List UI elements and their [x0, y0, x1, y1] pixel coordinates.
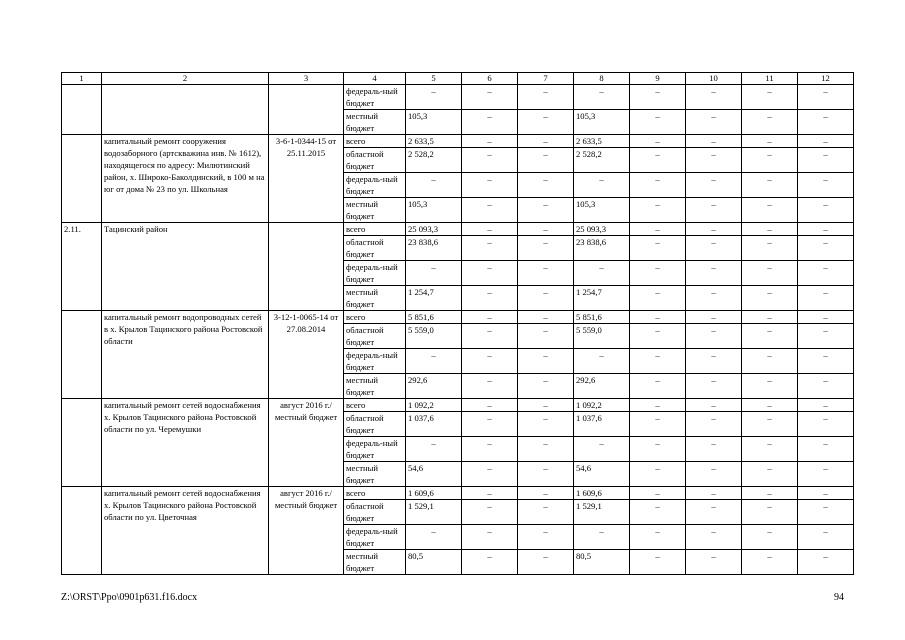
amount-cell: 1 609,6: [406, 487, 462, 500]
object-name: капитальный ремонт водопроводных сетей в х. Крылов Тацинского района Ростовской области: [102, 311, 269, 399]
amount-cell: –: [686, 223, 742, 236]
amount-cell: –: [798, 550, 854, 575]
amount-cell: 1 254,7: [574, 286, 630, 311]
amount-cell: –: [574, 85, 630, 110]
amount-cell: –: [742, 148, 798, 173]
amount-cell: –: [742, 437, 798, 462]
amount-cell: –: [574, 437, 630, 462]
funding-source: федераль-ный бюджет: [344, 437, 406, 462]
table-row: [62, 135, 854, 148]
amount-cell: –: [798, 462, 854, 487]
amount-cell: –: [462, 311, 518, 324]
amount-cell: –: [574, 173, 630, 198]
amount-cell: –: [686, 286, 742, 311]
amount-cell: –: [742, 261, 798, 286]
amount-cell: 105,3: [574, 198, 630, 223]
amount-cell: –: [518, 550, 574, 575]
amount-cell: –: [462, 487, 518, 500]
amount-cell: 80,5: [574, 550, 630, 575]
funding-source: всего: [344, 487, 406, 500]
amount-cell: –: [574, 349, 630, 374]
amount-cell: –: [462, 437, 518, 462]
amount-cell: –: [798, 286, 854, 311]
amount-cell: –: [798, 236, 854, 261]
header-cell: 10: [686, 73, 742, 85]
amount-cell: –: [742, 462, 798, 487]
amount-cell: –: [630, 85, 686, 110]
amount-cell: 1 037,6: [406, 412, 462, 437]
amount-cell: –: [798, 437, 854, 462]
amount-cell: –: [798, 525, 854, 550]
table-row: [62, 399, 854, 412]
footer-page-number: 94: [834, 592, 844, 603]
amount-cell: 25 093,3: [406, 223, 462, 236]
funding-source: всего: [344, 399, 406, 412]
amount-cell: –: [742, 374, 798, 399]
amount-cell: –: [462, 550, 518, 575]
amount-cell: 1 254,7: [406, 286, 462, 311]
amount-cell: 5 851,6: [574, 311, 630, 324]
header-cell: 6: [462, 73, 518, 85]
header-cell: 7: [518, 73, 574, 85]
amount-cell: –: [462, 223, 518, 236]
funding-source: местный бюджет: [344, 550, 406, 575]
amount-cell: 5 559,0: [406, 324, 462, 349]
amount-cell: 23 838,6: [406, 236, 462, 261]
amount-cell: 54,6: [574, 462, 630, 487]
amount-cell: 2 528,2: [406, 148, 462, 173]
row-number: [62, 135, 102, 223]
amount-cell: –: [686, 462, 742, 487]
amount-cell: –: [462, 148, 518, 173]
amount-cell: –: [686, 110, 742, 135]
amount-cell: –: [462, 198, 518, 223]
amount-cell: –: [518, 349, 574, 374]
amount-cell: –: [686, 261, 742, 286]
document-reference: 3-6-1-0344-15 от 25.11.2015: [269, 135, 344, 223]
funding-source: местный бюджет: [344, 198, 406, 223]
amount-cell: –: [406, 85, 462, 110]
document-reference: [269, 223, 344, 311]
amount-cell: –: [630, 412, 686, 437]
amount-cell: –: [462, 324, 518, 349]
amount-cell: –: [686, 85, 742, 110]
amount-cell: 1 529,1: [406, 500, 462, 525]
row-number: 2.11.: [62, 223, 102, 311]
amount-cell: 2 633,5: [406, 135, 462, 148]
amount-cell: –: [798, 412, 854, 437]
amount-cell: 5 851,6: [406, 311, 462, 324]
amount-cell: –: [406, 437, 462, 462]
amount-cell: –: [630, 286, 686, 311]
amount-cell: 1 609,6: [574, 487, 630, 500]
amount-cell: –: [630, 236, 686, 261]
amount-cell: –: [518, 500, 574, 525]
amount-cell: 292,6: [574, 374, 630, 399]
document-reference: [269, 85, 344, 135]
amount-cell: –: [686, 236, 742, 261]
amount-cell: –: [630, 462, 686, 487]
amount-cell: –: [462, 412, 518, 437]
amount-cell: –: [462, 85, 518, 110]
amount-cell: –: [798, 487, 854, 500]
amount-cell: –: [630, 311, 686, 324]
amount-cell: –: [742, 223, 798, 236]
amount-cell: 292,6: [406, 374, 462, 399]
amount-cell: 2 528,2: [574, 148, 630, 173]
amount-cell: –: [798, 198, 854, 223]
amount-cell: –: [742, 110, 798, 135]
amount-cell: –: [742, 286, 798, 311]
funding-source: местный бюджет: [344, 374, 406, 399]
amount-cell: –: [630, 525, 686, 550]
table-row: [62, 487, 854, 500]
amount-cell: –: [686, 349, 742, 374]
amount-cell: –: [462, 173, 518, 198]
amount-cell: –: [686, 324, 742, 349]
header-cell: 4: [344, 73, 406, 85]
header-cell: 8: [574, 73, 630, 85]
amount-cell: 105,3: [406, 198, 462, 223]
amount-cell: –: [742, 135, 798, 148]
amount-cell: –: [518, 286, 574, 311]
header-cell: 9: [630, 73, 686, 85]
amount-cell: –: [518, 437, 574, 462]
amount-cell: –: [518, 399, 574, 412]
document-reference: август 2016 г./ местный бюджет: [269, 487, 344, 575]
amount-cell: –: [462, 110, 518, 135]
amount-cell: –: [518, 525, 574, 550]
object-name: капитальный ремонт сооружения водозаборного (артскважина инв. № 1612), находящегося по адресу: Милютинский район, х. Широко-Баколдинский, в 100 м на юг от дома № 23 по ул. Школьная: [102, 135, 269, 223]
amount-cell: –: [518, 487, 574, 500]
amount-cell: –: [630, 500, 686, 525]
amount-cell: –: [406, 349, 462, 374]
amount-cell: –: [630, 399, 686, 412]
amount-cell: –: [798, 324, 854, 349]
amount-cell: –: [518, 85, 574, 110]
funding-source: федераль-ный бюджет: [344, 349, 406, 374]
funding-source: федераль-ный бюджет: [344, 173, 406, 198]
amount-cell: –: [798, 135, 854, 148]
amount-cell: 1 092,2: [574, 399, 630, 412]
funding-source: местный бюджет: [344, 110, 406, 135]
amount-cell: –: [686, 437, 742, 462]
amount-cell: –: [742, 236, 798, 261]
funding-source: областной бюджет: [344, 236, 406, 261]
amount-cell: –: [518, 223, 574, 236]
amount-cell: –: [798, 261, 854, 286]
amount-cell: 25 093,3: [574, 223, 630, 236]
amount-cell: 23 838,6: [574, 236, 630, 261]
amount-cell: –: [686, 135, 742, 148]
funding-source: федераль-ный бюджет: [344, 525, 406, 550]
amount-cell: –: [630, 487, 686, 500]
amount-cell: –: [686, 399, 742, 412]
funding-source: областной бюджет: [344, 148, 406, 173]
row-number: [62, 399, 102, 487]
amount-cell: –: [630, 148, 686, 173]
amount-cell: –: [462, 399, 518, 412]
amount-cell: –: [462, 236, 518, 261]
amount-cell: 2 633,5: [574, 135, 630, 148]
amount-cell: –: [686, 487, 742, 500]
amount-cell: 1 037,6: [574, 412, 630, 437]
amount-cell: –: [798, 223, 854, 236]
amount-cell: 105,3: [406, 110, 462, 135]
amount-cell: –: [630, 261, 686, 286]
header-cell: 3: [269, 73, 344, 85]
funding-source: областной бюджет: [344, 500, 406, 525]
amount-cell: –: [462, 261, 518, 286]
amount-cell: –: [406, 173, 462, 198]
amount-cell: –: [742, 198, 798, 223]
row-number: [62, 85, 102, 135]
amount-cell: 80,5: [406, 550, 462, 575]
amount-cell: –: [630, 550, 686, 575]
amount-cell: –: [742, 85, 798, 110]
amount-cell: –: [462, 349, 518, 374]
amount-cell: –: [518, 173, 574, 198]
document-reference: 3-12-1-0065-14 от 27.08.2014: [269, 311, 344, 399]
amount-cell: –: [686, 412, 742, 437]
amount-cell: –: [798, 173, 854, 198]
amount-cell: –: [686, 311, 742, 324]
amount-cell: –: [798, 85, 854, 110]
funding-source: всего: [344, 223, 406, 236]
amount-cell: 105,3: [574, 110, 630, 135]
amount-cell: –: [798, 311, 854, 324]
header-cell: 12: [798, 73, 854, 85]
amount-cell: –: [742, 550, 798, 575]
funding-source: федераль-ный бюджет: [344, 261, 406, 286]
amount-cell: 1 092,2: [406, 399, 462, 412]
amount-cell: –: [630, 324, 686, 349]
amount-cell: –: [686, 198, 742, 223]
amount-cell: –: [798, 349, 854, 374]
amount-cell: –: [518, 324, 574, 349]
amount-cell: 54,6: [406, 462, 462, 487]
amount-cell: –: [686, 500, 742, 525]
amount-cell: –: [518, 236, 574, 261]
footer-file-path: Z:\ORST\Ppo\0901p631.f16.docx: [61, 592, 198, 603]
amount-cell: –: [798, 110, 854, 135]
object-name: капитальный ремонт сетей водоснабжения х. Крылов Тацинского района Ростовской области по ул. Цветочная: [102, 487, 269, 575]
amount-cell: –: [630, 173, 686, 198]
amount-cell: 5 559,0: [574, 324, 630, 349]
amount-cell: –: [518, 148, 574, 173]
amount-cell: –: [742, 349, 798, 374]
amount-cell: –: [742, 399, 798, 412]
row-number: [62, 487, 102, 575]
amount-cell: –: [462, 500, 518, 525]
amount-cell: –: [742, 500, 798, 525]
amount-cell: –: [518, 462, 574, 487]
amount-cell: –: [462, 525, 518, 550]
amount-cell: –: [742, 311, 798, 324]
amount-cell: –: [742, 525, 798, 550]
amount-cell: –: [686, 173, 742, 198]
object-name: [102, 85, 269, 135]
amount-cell: 1 529,1: [574, 500, 630, 525]
amount-cell: –: [630, 349, 686, 374]
table-row: [62, 85, 854, 110]
header-cell: 1: [62, 73, 102, 85]
header-cell: 2: [102, 73, 269, 85]
amount-cell: –: [406, 261, 462, 286]
budget-table: [61, 72, 854, 575]
funding-source: областной бюджет: [344, 324, 406, 349]
amount-cell: –: [462, 286, 518, 311]
header-row: [62, 73, 854, 85]
header-cell: 11: [742, 73, 798, 85]
amount-cell: –: [518, 311, 574, 324]
funding-source: всего: [344, 311, 406, 324]
table-row: [62, 311, 854, 324]
object-name: Тацинский район: [102, 223, 269, 311]
amount-cell: –: [574, 261, 630, 286]
amount-cell: –: [462, 135, 518, 148]
amount-cell: –: [630, 223, 686, 236]
funding-source: федераль-ный бюджет: [344, 85, 406, 110]
amount-cell: –: [518, 110, 574, 135]
amount-cell: –: [518, 198, 574, 223]
funding-source: местный бюджет: [344, 286, 406, 311]
amount-cell: –: [798, 500, 854, 525]
amount-cell: –: [742, 487, 798, 500]
amount-cell: –: [462, 374, 518, 399]
object-name: капитальный ремонт сетей водоснабжения х. Крылов Тацинского района Ростовской области по ул. Черемушки: [102, 399, 269, 487]
amount-cell: –: [518, 412, 574, 437]
amount-cell: –: [686, 374, 742, 399]
amount-cell: –: [742, 324, 798, 349]
table-row: [62, 223, 854, 236]
amount-cell: –: [798, 399, 854, 412]
amount-cell: –: [630, 437, 686, 462]
funding-source: областной бюджет: [344, 412, 406, 437]
amount-cell: –: [798, 374, 854, 399]
amount-cell: –: [518, 374, 574, 399]
amount-cell: –: [798, 148, 854, 173]
funding-source: местный бюджет: [344, 462, 406, 487]
amount-cell: –: [630, 135, 686, 148]
amount-cell: –: [630, 374, 686, 399]
amount-cell: –: [406, 525, 462, 550]
amount-cell: –: [630, 198, 686, 223]
funding-source: всего: [344, 135, 406, 148]
document-reference: август 2016 г./ местный бюджет: [269, 399, 344, 487]
amount-cell: –: [686, 148, 742, 173]
amount-cell: –: [686, 550, 742, 575]
amount-cell: –: [630, 110, 686, 135]
amount-cell: –: [742, 173, 798, 198]
amount-cell: –: [686, 525, 742, 550]
header-cell: 5: [406, 73, 462, 85]
amount-cell: –: [518, 261, 574, 286]
amount-cell: –: [518, 135, 574, 148]
amount-cell: –: [462, 462, 518, 487]
amount-cell: –: [742, 412, 798, 437]
row-number: [62, 311, 102, 399]
amount-cell: –: [574, 525, 630, 550]
